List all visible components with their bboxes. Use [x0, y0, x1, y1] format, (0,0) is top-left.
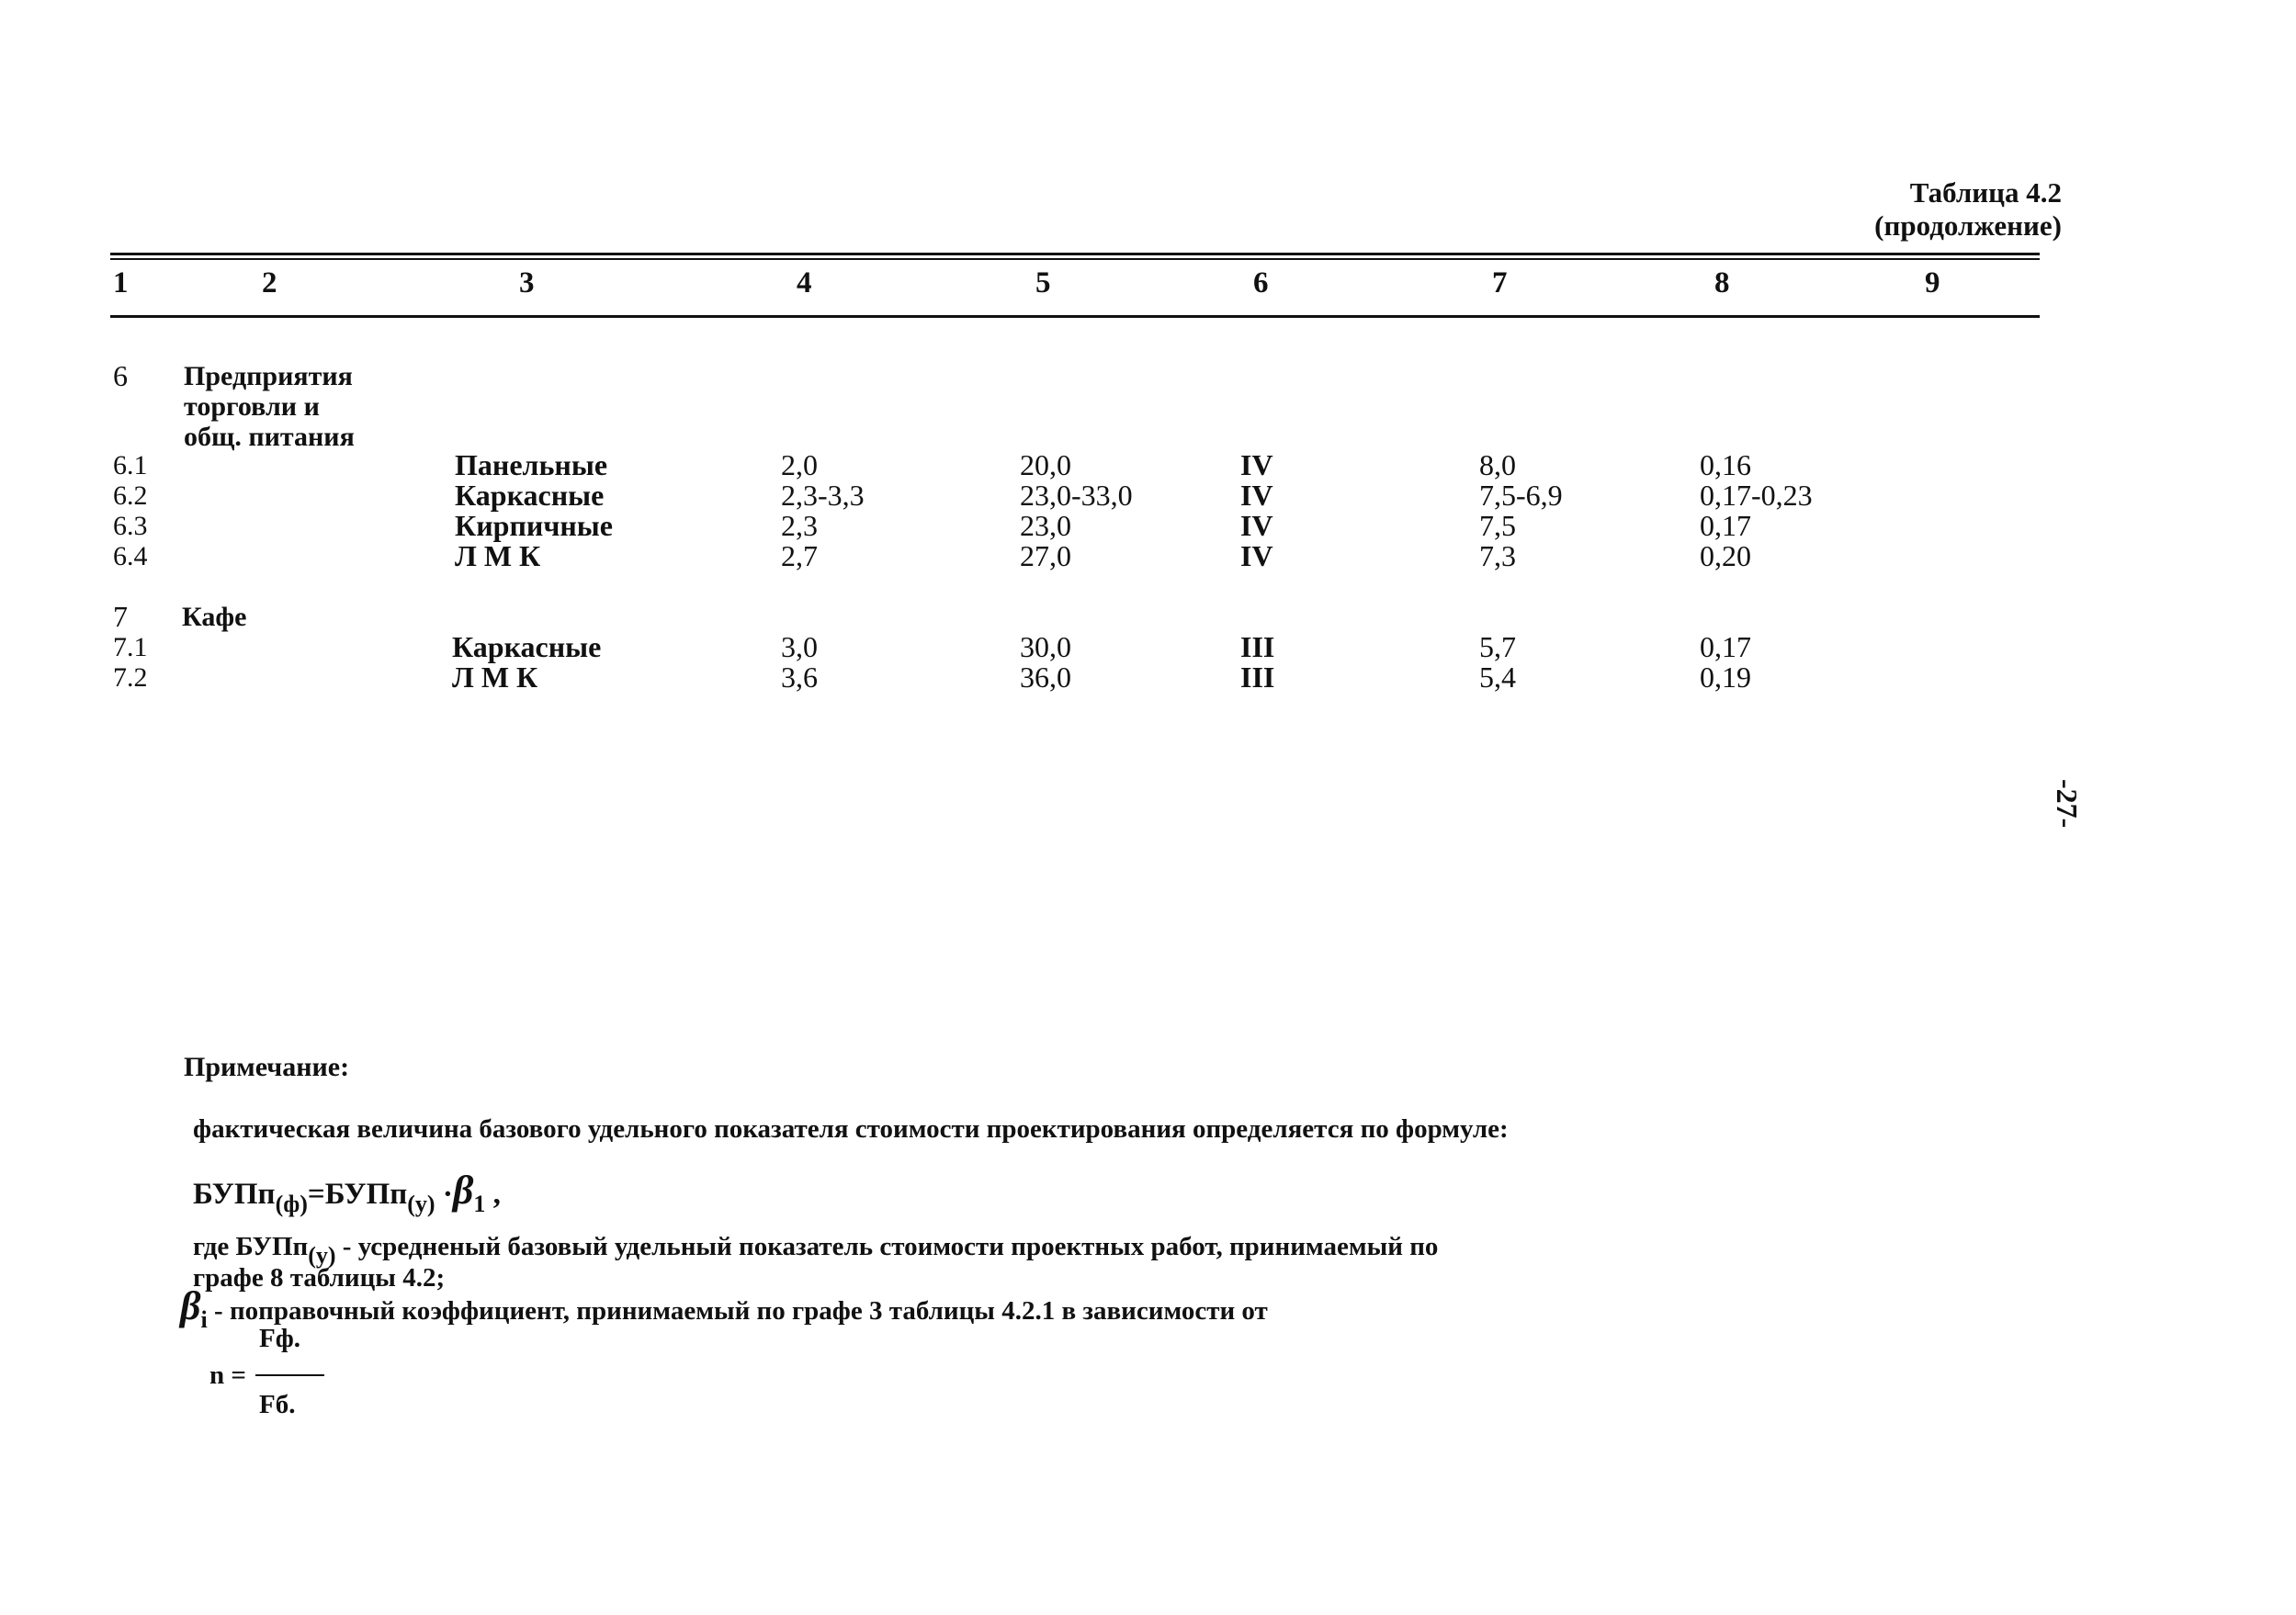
row-col-6: IV	[1240, 479, 1273, 512]
group-title-line: Предприятия	[184, 361, 353, 391]
note-beta-line	[180, 1283, 1268, 1336]
note-line: фактическая величина базового удельного показателя стоимости проектирования определяется по формуле:	[193, 1114, 1509, 1144]
row-type: Каркасные	[452, 630, 602, 663]
fraction-denominator: Fб.	[259, 1390, 296, 1419]
formula-lhs: БУПп	[193, 1178, 276, 1211]
row-col-5: 20,0	[1020, 448, 1071, 481]
beta-index: i	[200, 1306, 208, 1333]
row-col-4: 2,3-3,3	[781, 479, 865, 512]
table-header-col-2: 2	[262, 266, 277, 299]
row-col-6: IV	[1240, 539, 1273, 572]
row-col-6: IV	[1240, 448, 1273, 481]
group-title-line: общ. питания	[184, 422, 355, 452]
row-col-4: 2,0	[781, 448, 818, 481]
group-title	[182, 602, 393, 632]
row-type: Л М К	[455, 539, 541, 572]
row-col-7: 7,5	[1479, 509, 1516, 542]
fraction-numerator: Fф.	[259, 1324, 301, 1353]
formula-tail: ,	[485, 1178, 501, 1211]
row-col-4: 2,7	[781, 539, 818, 572]
row-col-7: 8,0	[1479, 448, 1516, 481]
row-col-7: 5,7	[1479, 630, 1516, 663]
table-caption-continuation: (продолжение)	[1874, 209, 2062, 242]
row-col-8: 0,17-0,23	[1700, 479, 1813, 512]
table-top-rule	[110, 253, 2040, 255]
row-col-4: 3,6	[781, 661, 818, 694]
row-number: 7.2	[113, 662, 148, 693]
fraction-n-label: n =	[209, 1361, 246, 1390]
table-header-col-3: 3	[519, 266, 535, 299]
table-header-col-5: 5	[1035, 266, 1051, 299]
row-col-8: 0,17	[1700, 509, 1751, 542]
table-header-col-6: 6	[1253, 266, 1269, 299]
row-col-5: 23,0	[1020, 509, 1071, 542]
row-col-8: 0,17	[1700, 630, 1751, 663]
row-col-5: 30,0	[1020, 630, 1071, 663]
formula-lhs-sub: (ф)	[275, 1191, 308, 1217]
row-number: 6.2	[113, 480, 148, 511]
note-title: Примечание:	[184, 1052, 350, 1082]
row-type: Кирпичные	[455, 509, 613, 542]
group-number: 6	[113, 359, 128, 392]
row-number: 6.4	[113, 541, 148, 571]
formula-rhs-sub: (у)	[407, 1191, 435, 1217]
group-title-line: Кафе	[182, 602, 247, 632]
group-number: 7	[113, 600, 128, 633]
page-number: -27-	[2051, 779, 2084, 829]
row-type: Каркасные	[455, 479, 605, 512]
row-col-5: 23,0-33,0	[1020, 479, 1133, 512]
group-title	[184, 361, 395, 452]
table-caption: Таблица 4.2	[1909, 176, 2062, 209]
where-text: - усредненый базовый удельный показатель стоимости проектных работ, принимаемый по	[335, 1232, 1439, 1261]
row-col-6: III	[1240, 661, 1275, 694]
note-where-line-2: графе 8 таблицы 4.2;	[193, 1263, 446, 1293]
row-col-8: 0,20	[1700, 539, 1751, 572]
row-col-5: 27,0	[1020, 539, 1071, 572]
table-top-rule-inner	[110, 258, 2040, 260]
row-type: Л М К	[452, 661, 538, 694]
formula-eq: =	[307, 1178, 325, 1211]
table-header-bottom-rule	[110, 315, 2040, 318]
row-col-7: 7,3	[1479, 539, 1516, 572]
row-col-8: 0,16	[1700, 448, 1751, 481]
row-number: 6.3	[113, 511, 148, 541]
formula-beta: β	[452, 1168, 474, 1213]
note-formula	[193, 1167, 501, 1218]
formula-operator: ·	[435, 1178, 453, 1211]
where-prefix: где БУПп	[193, 1232, 309, 1261]
row-col-6: III	[1240, 630, 1275, 663]
row-col-6: IV	[1240, 509, 1273, 542]
table-header-col-7: 7	[1492, 266, 1508, 299]
formula-beta-sub: 1	[473, 1191, 486, 1217]
table-header-col-4: 4	[797, 266, 812, 299]
beta-symbol: β	[180, 1283, 201, 1328]
formula-rhs: БУПп	[324, 1178, 408, 1211]
table-header-col-9: 9	[1925, 266, 1940, 299]
row-col-5: 36,0	[1020, 661, 1071, 694]
beta-text: - поправочный коэффициент, принимаемый по графе 3 таблицы 4.2.1 в зависимости от	[207, 1296, 1268, 1326]
row-col-7: 5,4	[1479, 661, 1516, 694]
row-col-7: 7,5-6,9	[1479, 479, 1563, 512]
fraction-bar	[255, 1374, 324, 1376]
row-number: 7.1	[113, 632, 148, 662]
row-col-4: 3,0	[781, 630, 818, 663]
row-col-4: 2,3	[781, 509, 818, 542]
where-sub: (у)	[308, 1242, 336, 1269]
table-header-col-1: 1	[113, 266, 129, 299]
group-title-line: торговли и	[184, 391, 320, 422]
row-col-8: 0,19	[1700, 661, 1751, 694]
table-header-col-8: 8	[1714, 266, 1730, 299]
row-type: Панельные	[455, 448, 608, 481]
row-number: 6.1	[113, 450, 148, 480]
